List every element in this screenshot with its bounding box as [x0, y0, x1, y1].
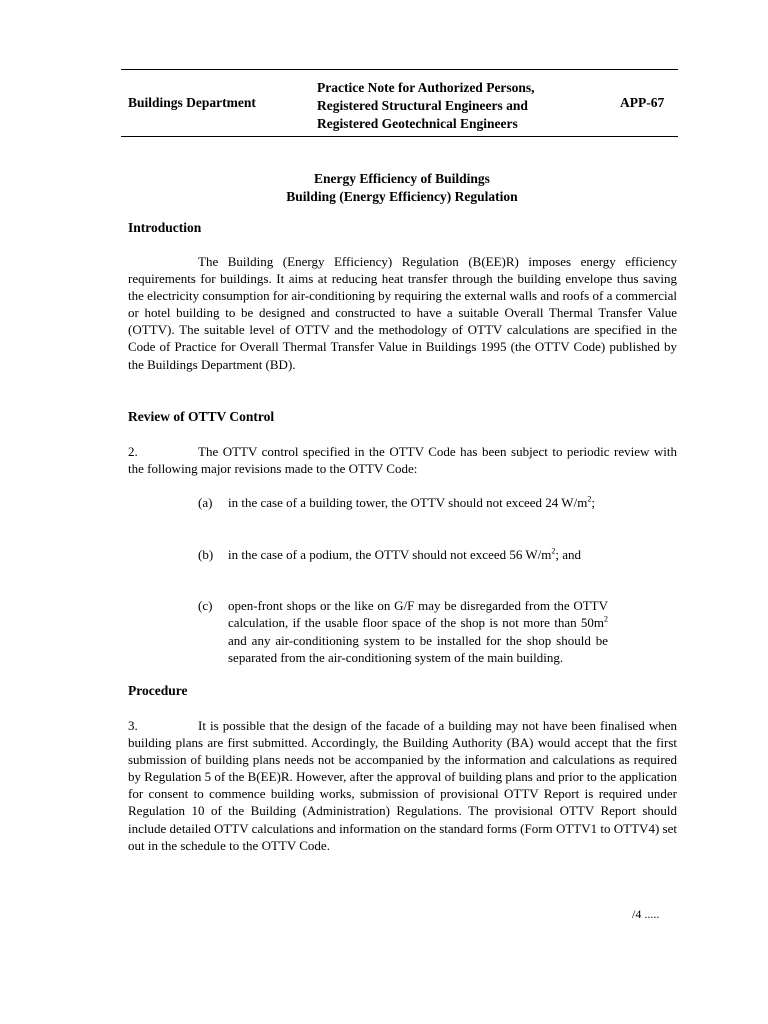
- list-item-tail: and any air-conditioning system to be installed for the shop should be separated from the air-conditioning system of the main building.: [228, 632, 608, 666]
- review-paragraph-text: The OTTV control specified in the OTTV Code has been subject to periodic review with the following major revisions made to the OTTV Code:: [128, 444, 677, 477]
- header-top-rule: [121, 69, 678, 70]
- list-item-tail: ; and: [555, 547, 582, 562]
- review-item-c: [198, 597, 608, 667]
- list-item-text: in the case of a building tower, the OTTV should not exceed 24 W/m: [228, 495, 588, 510]
- header-practice-note-line: Registered Structural Engineers and: [317, 98, 528, 113]
- page-continuation-marker: /4 .....: [632, 907, 660, 921]
- list-item-text: in the case of a podium, the OTTV should not exceed 56 W/m: [228, 547, 552, 562]
- introduction-paragraph-text: The Building (Energy Efficiency) Regulation (B(EE)R) imposes energy efficiency requirements for buildings. It aims at reducing heat transfer through the building envelope thus saving the electricity consumption for air-conditioning by requiring the external walls and roofs of a commercial or hotel building to be designed and constructed to have a suitable Overall Thermal Transfer Value (OTTV). The suitable level of OTTV and the methodology of OTTV calculations are specified in the Code of Practice for Overall Thermal Transfer Value in Buildings 1995 (the OTTV Code) published by the Buildings Department (BD).: [128, 254, 677, 372]
- document-title: [128, 170, 676, 206]
- list-item-text: open-front shops or the like on G/F may be disregarded from the OTTV calculation, if the usable floor space of the shop is not more than 50m: [228, 598, 608, 631]
- header-practice-note: [317, 79, 535, 133]
- review-item-a: [198, 494, 608, 511]
- list-item-label: (b): [198, 547, 214, 562]
- header-practice-note-line: Practice Note for Authorized Persons,: [317, 80, 535, 95]
- review-paragraph: [128, 443, 677, 477]
- header-practice-note-line: Registered Geotechnical Engineers: [317, 116, 518, 131]
- superscript: 2: [551, 546, 556, 556]
- document-title-line-2: Building (Energy Efficiency) Regulation: [286, 189, 518, 204]
- document-title-line-1: Energy Efficiency of Buildings: [314, 171, 490, 186]
- header-department: Buildings Department: [128, 95, 256, 110]
- review-paragraph-number: 2.: [128, 444, 138, 459]
- header-bottom-rule: [121, 136, 678, 137]
- list-item-tail: ;: [591, 495, 595, 510]
- introduction-heading: Introduction: [128, 220, 202, 235]
- procedure-paragraph-text: It is possible that the design of the facade of a building may not have been finalised when building plans are first submitted. Accordingly, the Building Authority (BA) would accept that the first submission of building plans needs not be accompanied by the information and calculations as required by Regulation 5 of the B(EE)R. However, after the approval of building plans and prior to the application for consent to commence building works, submission of provisional OTTV Report is required under Regulation 10 of the Building (Administration) Regulations. The provisional OTTV Report should include detailed OTTV calculations and information on the standard forms (Form OTTV1 to OTTV4) set out in the schedule to the OTTV Code.: [128, 718, 677, 853]
- superscript: 2: [604, 615, 608, 625]
- superscript: 2: [587, 494, 592, 504]
- review-item-b: [198, 546, 608, 563]
- procedure-paragraph-number: 3.: [128, 718, 138, 733]
- list-item-label: (a): [198, 495, 213, 510]
- review-heading: Review of OTTV Control: [128, 409, 275, 424]
- procedure-paragraph: [128, 717, 677, 854]
- introduction-paragraph: [128, 253, 677, 373]
- procedure-heading: Procedure: [128, 683, 188, 698]
- list-item-label: (c): [198, 598, 213, 613]
- header-code: APP-67: [620, 95, 665, 110]
